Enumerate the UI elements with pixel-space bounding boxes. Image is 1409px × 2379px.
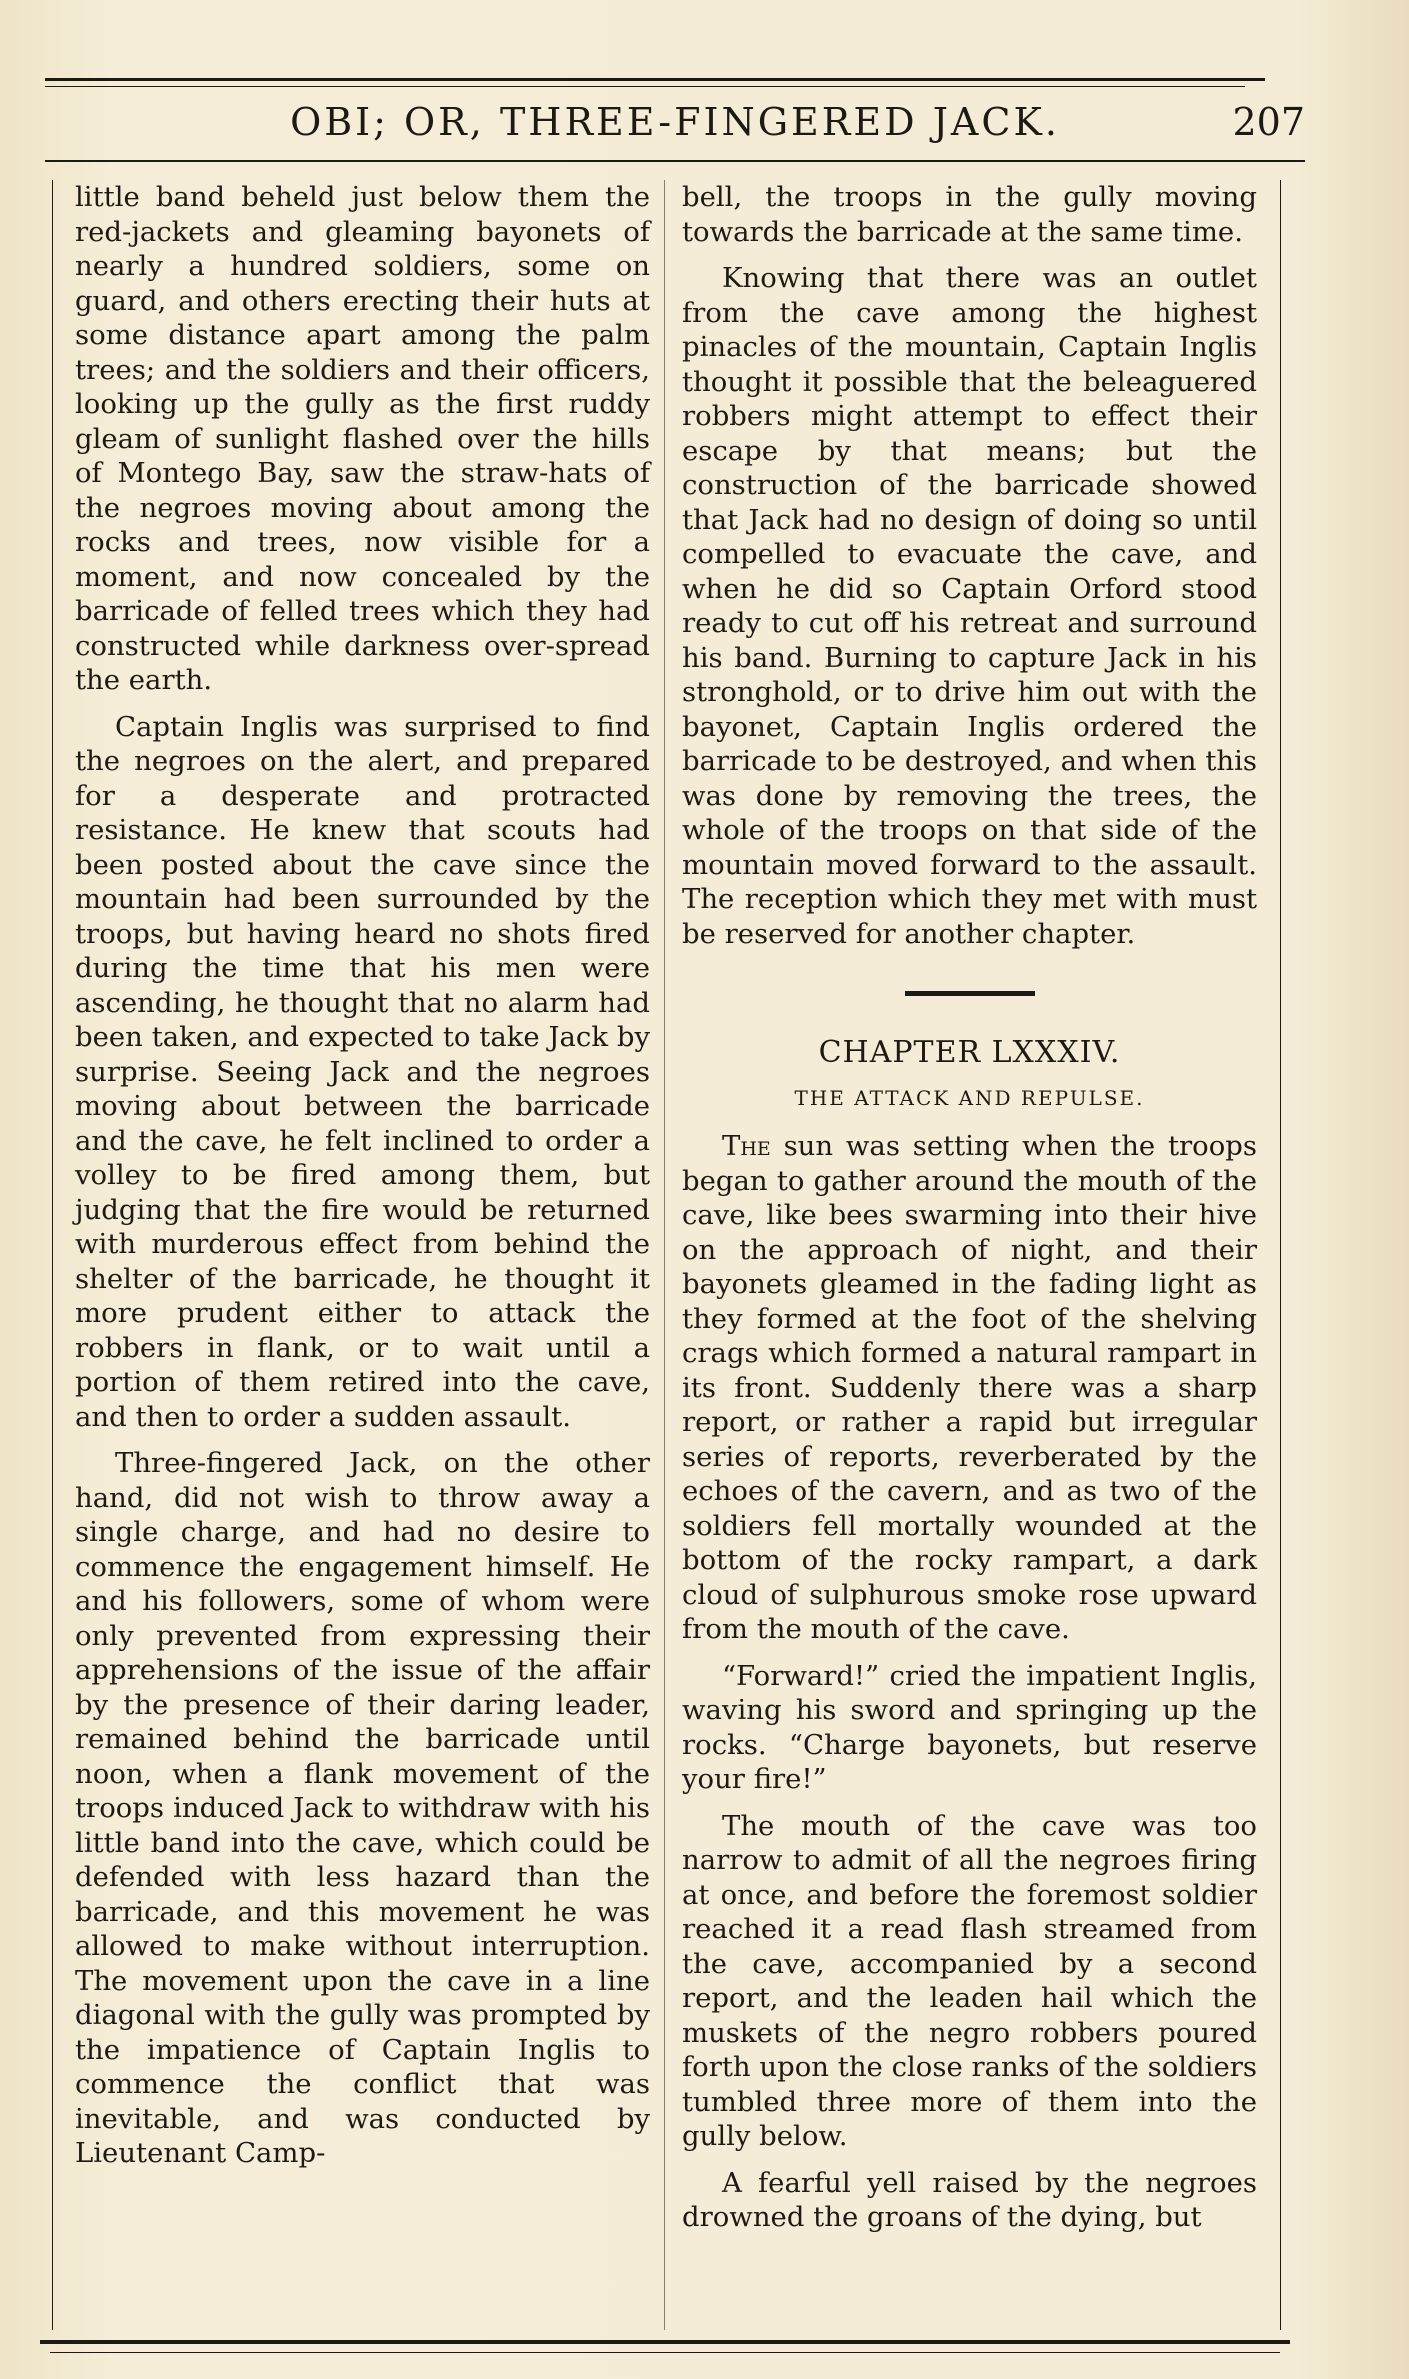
paragraph: Knowing that there was an outlet from the cave among the highest pinacles of the mountain, Captain Inglis thought it possible that the beleaguered robbers might attempt to effect their escape by that means; but the construction of the barricade showed that Jack had no design of doing so until compelled to evacuate the cave, and when he did so Captain Orford stood ready to cut off his retreat and surround his band. Burning to capture Jack in his stronghold, or to drive him out with the bayonet, Captain Inglis ordered the barricade to be destroyed, and when this was done by removing the trees, the whole of the troops on that side of the mountain moved forward to the assault. The reception which they met with must be reserved for another chapter.: [682, 262, 1257, 950]
paragraph: bell, the troops in the gully moving towards the barricade at the same time.: [682, 181, 1257, 248]
paragraph: “Forward!” cried the impatient Inglis, waving his sword and springing up the rocks. “Charge bayonets, but reserve your fire!”: [682, 1659, 1257, 1795]
right-border: [1280, 180, 1281, 2330]
column-divider: [664, 180, 665, 2330]
bottom-rule: [40, 2340, 1290, 2344]
page-number: 207: [1232, 100, 1305, 144]
paragraph: Three-fingered Jack, on the other hand, did not wish to throw away a single charge, and had no desire to commence the engagement himself. He and his followers, some of whom were only prevented from expressing their apprehensions of the issue of the affair by the presence of their daring leader, remained behind the barricade until noon, when a flank movement of the troops induced Jack to withdraw with his little band into the cave, which could be defended with less hazard than the barricade, and this movement he was allowed to make without interruption. The movement upon the cave in a line diagonal with the gully was prompted by the impatience of Captain Inglis to commence the conflict that was inevitable, and was conducted by Lieutenant Camp-: [75, 1447, 650, 2169]
chapter-subtitle: THE ATTACK AND REPULSE.: [794, 1085, 1145, 1110]
left-border: [52, 180, 53, 2330]
paragraph: little band beheld just below them the red-jackets and gleaming bayonets of nearly a hundred soldiers, some on guard, and others erecting their huts at some distance apart among the palm trees; and the soldiers and their officers, looking up the gully as the first ruddy gleam of sunlight flashed over the hills of Montego Bay, saw the straw-hats of the negroes moving about among the rocks and trees, now visible for a moment, and now concealed by the barricade of felled trees which they had constructed while darkness over-spread the earth.: [75, 181, 650, 696]
paragraph: [682, 1129, 1257, 1647]
running-title: OBI; OR, THREE-FINGERED JACK.: [290, 100, 1060, 144]
header-rule: [45, 160, 1305, 162]
bottom-rule-thin: [50, 2352, 1280, 2353]
left-column: [75, 180, 650, 2183]
paragraph: The mouth of the cave was too narrow to admit of all the negroes firing at once, and before the foremost soldier reached it a read flash streamed from the cave, accompanied by a second report, and the leaden hail which the muskets of the negro robbers poured forth upon the close ranks of the soldiers tumbled three more of them into the gully below.: [682, 1809, 1257, 2152]
section-divider: [905, 991, 1035, 996]
paragraph-text: sun was setting when the troops began to gather around the mouth of the cave, like bees swarming into their hive on the approach of night, and their bayonets gleamed in the fading light as they formed at the foot of the shelving crags which formed a natural rampart in its front. Suddenly there was a sharp report, or rather a rapid but irregular series of reports, reverberated by the echoes of the cavern, and as two of the soldiers fell mortally wounded at the bottom of the rocky rampart, a dark cloud of sulphurous smoke rose upward from the mouth of the cave.: [682, 1130, 1257, 1645]
right-column: [682, 180, 1257, 2247]
paragraph: Captain Inglis was surprised to find the negroes on the alert, and prepared for a desperate and protracted resistance. He knew that scouts had been posted about the cave since the mountain had been surrounded by the troops, but having heard no shots fired during the time that his men were ascending, he thought that no alarm had been taken, and expected to take Jack by surprise. Seeing Jack and the negroes moving about between the barricade and the cave, he felt inclined to order a volley to be fired among them, but judging that the fire would be returned with murderous effect from behind the shelter of the barricade, he thought it more prudent either to attack the robbers in flank, or to wait until a portion of them retired into the cave, and then to order a sudden assault.: [75, 710, 650, 1433]
top-rule-thin: [45, 86, 1245, 87]
opening-word: The: [722, 1130, 771, 1162]
page-header: [45, 100, 1305, 150]
chapter-title: CHAPTER LXXXIV.: [818, 1035, 1121, 1070]
paragraph: A fearful yell raised by the negroes drowned the groans of the dying, but: [682, 2166, 1257, 2233]
top-rule: [45, 78, 1265, 81]
